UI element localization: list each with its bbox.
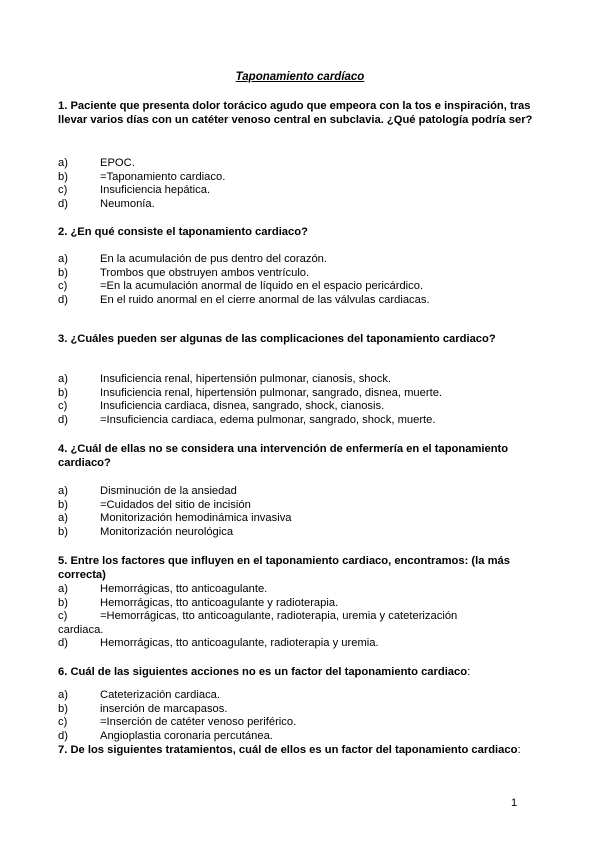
option-text: Insuficiencia hepática. [100,184,211,196]
option-text: Angioplastia coronaria percutánea. [100,729,273,742]
question-7 [58,744,533,758]
question-1: 1. Paciente que presenta dolor torácico agudo que empeora con la tos e inspiración, tras llevar varios días con un catéter venoso central en subclavia. ¿Qué patología podría ser? [58,100,533,126]
option-text: Neumonía. [100,197,155,210]
option-letter: d) [58,197,68,210]
option-text: EPOC. [100,157,135,169]
option-text: Insuficiencia renal, hipertensión pulmonar, cianosis, shock. [100,373,392,385]
option-letter: d) [58,293,68,306]
option-letter: a) [58,512,68,524]
option-letter: a) [58,373,68,385]
option-letter: c) [58,280,68,292]
option-letter: b) [58,702,68,715]
question-6 [58,666,533,680]
option-text: =Cuidados del sitio de incisión [100,498,251,511]
document-title: Taponamiento cardíaco [235,71,365,83]
option-letter: d) [58,729,68,742]
question-4: 4. ¿Cuál de ellas no se considera una intervención de enfermería en el taponamiento cardiaco? [58,443,509,469]
option-letter: a) [58,253,68,265]
question-3: 3. ¿Cuáles pueden ser algunas de las complicaciones del taponamiento cardiaco? [58,333,496,345]
option-letter: b) [58,266,68,279]
option-letter: d) [58,637,68,649]
option-text: Monitorización neurológica [100,525,234,538]
option-letter: a) [58,485,68,497]
option-letter: d) [58,413,68,426]
option-letter: a) [58,157,68,169]
option-letter: b) [58,386,68,399]
option-text: Trombos que obstruyen ambos ventrículo. [100,266,310,279]
page-number: 1 [511,797,518,809]
option-text: Hemorrágicas, tto anticoagulante. [100,583,268,595]
option-text: En el ruido anormal en el cierre anormal de las válvulas cardiacas. [100,293,430,306]
question-5: 5. Entre los factores que influyen en el taponamiento cardiaco, encontramos: (la más correcta) [58,555,510,581]
question-6-text: 6. Cuál de las siguientes acciones no es un factor del taponamiento cardiaco [58,666,468,678]
option-letter: c) [58,400,68,412]
option-text: inserción de marcapasos. [100,702,228,715]
option-text: =Hemorrágicas, tto anticoagulante, radioterapia, uremia y cateterización [100,610,458,622]
option-text: =En la acumulación anormal de líquido en el espacio pericárdico. [100,280,424,292]
option-text: =Inserción de catéter venoso periférico. [100,716,297,728]
option-text: Insuficiencia renal, hipertensión pulmonar, sangrado, disnea, muerte. [100,386,443,399]
option-text: Hemorrágicas, tto anticoagulante, radioterapia y uremia. [100,637,379,649]
option-letter: b) [58,596,68,609]
option-letter: b) [58,498,68,511]
option-text: Disminución de la ansiedad [100,485,237,497]
option-letter: a) [58,689,68,701]
option-text: =Insuficiencia cardiaca, edema pulmonar, sangrado, shock, muerte. [100,413,436,426]
option-text-continued: cardiaca. [58,623,104,636]
option-text: Monitorización hemodinámica invasiva [100,512,292,524]
question-7-colon: : [517,744,521,756]
option-text: Cateterización cardiaca. [100,689,221,701]
option-text: En la acumulación de pus dentro del corazón. [100,253,328,265]
question-7-text: 7. De los siguientes tratamientos, cuál de ellos es un factor del taponamiento cardiaco [58,744,518,756]
option-letter: a) [58,583,68,595]
option-text: Insuficiencia cardiaca, disnea, sangrado, shock, cianosis. [100,400,385,412]
option-letter: c) [58,610,68,622]
option-text: Hemorrágicas, tto anticoagulante y radioterapia. [100,596,339,609]
option-letter: b) [58,525,68,538]
question-2: 2. ¿En qué consiste el taponamiento cardiaco? [58,226,308,238]
question-6-colon: : [467,666,471,678]
option-letter: c) [58,184,68,196]
option-letter: c) [58,716,68,728]
option-text: =Taponamiento cardiaco. [100,170,226,183]
option-letter: b) [58,170,68,183]
